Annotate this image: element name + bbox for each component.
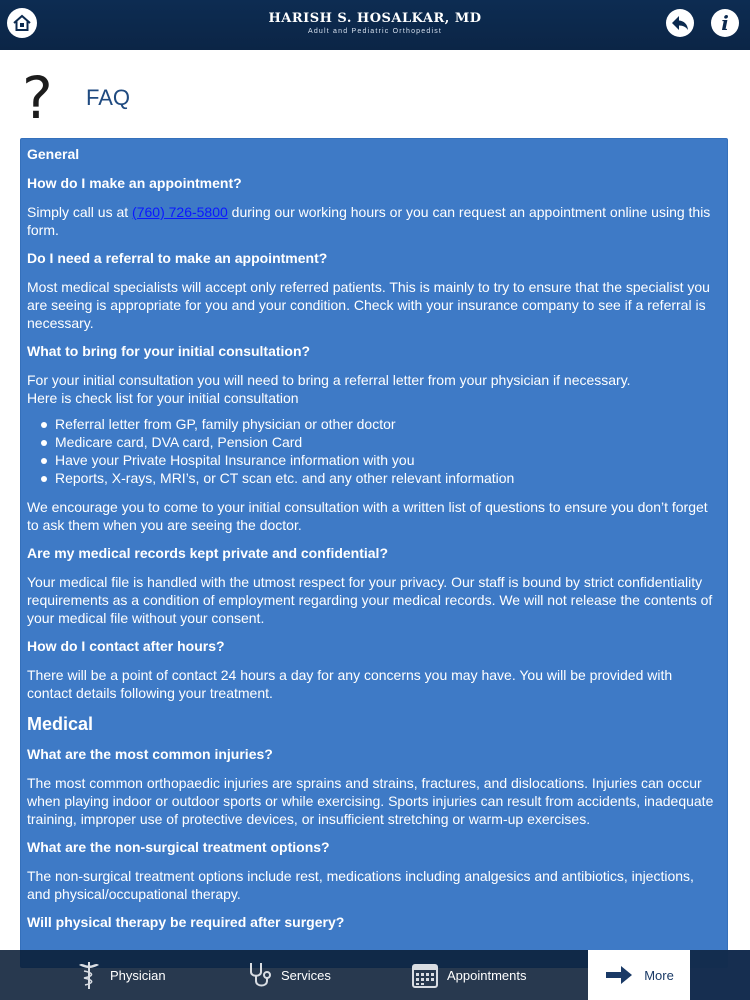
faq-answer: We encourage you to come to your initial consultation with a written list of questions to ensure you don’t forget to ask them when you are seeing the doctor. [27,499,708,533]
faq-answer [27,371,720,407]
faq-question: Will physical therapy be required after surgery? [27,914,345,930]
faq-question: How do I make an appointment? [27,175,242,191]
answer-text: For your initial consultation you will need to bring a referral letter from your physician if necessary. [27,372,631,388]
tab-label: Services [281,967,331,983]
tab-physician[interactable] [0,950,185,1000]
list-item: Have your Private Hospital Insurance information with you [39,451,720,469]
faq-question: Do I need a referral to make an appointment? [27,250,328,266]
back-arrow-icon [669,12,691,34]
answer-text: Simply call us at [27,204,133,220]
brand-name: HARISH S. HOSALKAR, MD [268,11,482,26]
faq-answer: The most common orthopaedic injuries are sprains and strains, fractures, and dislocations. Injuries can occur when playing indoor or outdoor sports or while exercising. Sports injuries can result from accidents, inadequate training, improper use of protective devices, or insufficient stretching or warm-up exercises. [27,775,714,827]
stethoscope-icon [245,960,273,990]
page-title: FAQ [86,85,131,110]
info-button[interactable] [711,9,739,37]
list-item: Referral letter from GP, family physician or other doctor [39,415,720,433]
tab-label: Appointments [447,967,527,983]
faq-answer: Most medical specialists will accept only referred patients. This is mainly to try to ensure that the specialist you are seeing is appropriate for you and your condition. Check with your insurance company to see if a referral is necessary. [27,279,710,331]
caduceus-icon [76,959,102,991]
tab-appointments[interactable] [338,950,588,1000]
list-item: Medicare card, DVA card, Pension Card [39,433,720,451]
brand-tagline: Adult and Pediatric Orthopedist [307,28,443,35]
brand-logo [0,11,750,35]
tab-more[interactable] [588,950,690,1000]
tab-bar-end [690,950,750,1000]
faq-question: What are the most common injuries? [27,746,273,762]
calendar-icon [411,961,439,989]
question-mark-icon: ? [22,64,53,132]
app-header [0,0,750,50]
faq-question: What are the non-surgical treatment options? [27,839,330,855]
arrow-right-icon [604,964,634,986]
tab-label: More [644,967,674,983]
faq-question: Are my medical records kept private and confidential? [27,545,388,561]
faq-answer: Your medical file is handled with the utmost respect for your privacy. Our staff is bound by strict confidentiality requirements as a condition of employment regarding your medical records. We will not release the contents of your medical file without your consent. [27,574,713,626]
tab-services[interactable] [185,950,338,1000]
faq-content[interactable] [20,138,728,968]
info-icon: i [721,11,729,35]
tab-label: Physician [110,967,166,983]
section-heading-medical: Medical [27,714,94,734]
faq-answer: There will be a point of contact 24 hours a day for any concerns you may have. You will be provided with contact details following your treatment. [27,667,673,701]
answer-text: during our working hours or you can request an appointment online using this form. [27,204,711,238]
faq-answer: The non-surgical treatment options include rest, medications including analgesics and antibiotics, injections, and physical/occupational therapy. [27,868,694,902]
phone-link[interactable]: (760) 726-5800 [132,204,228,220]
faq-question: How do I contact after hours? [27,638,225,654]
list-item: Reports, X-rays, MRI’s, or CT scan etc. and any other relevant information [39,469,720,487]
consultation-checklist [27,415,720,487]
faq-answer [27,203,720,239]
section-heading-general: General [27,146,80,162]
back-button[interactable] [666,9,694,37]
answer-text: Here is check list for your initial consultation [27,390,299,406]
bottom-tab-bar [0,950,750,1000]
page-title-row [22,66,130,130]
faq-question: What to bring for your initial consultation? [27,343,311,359]
